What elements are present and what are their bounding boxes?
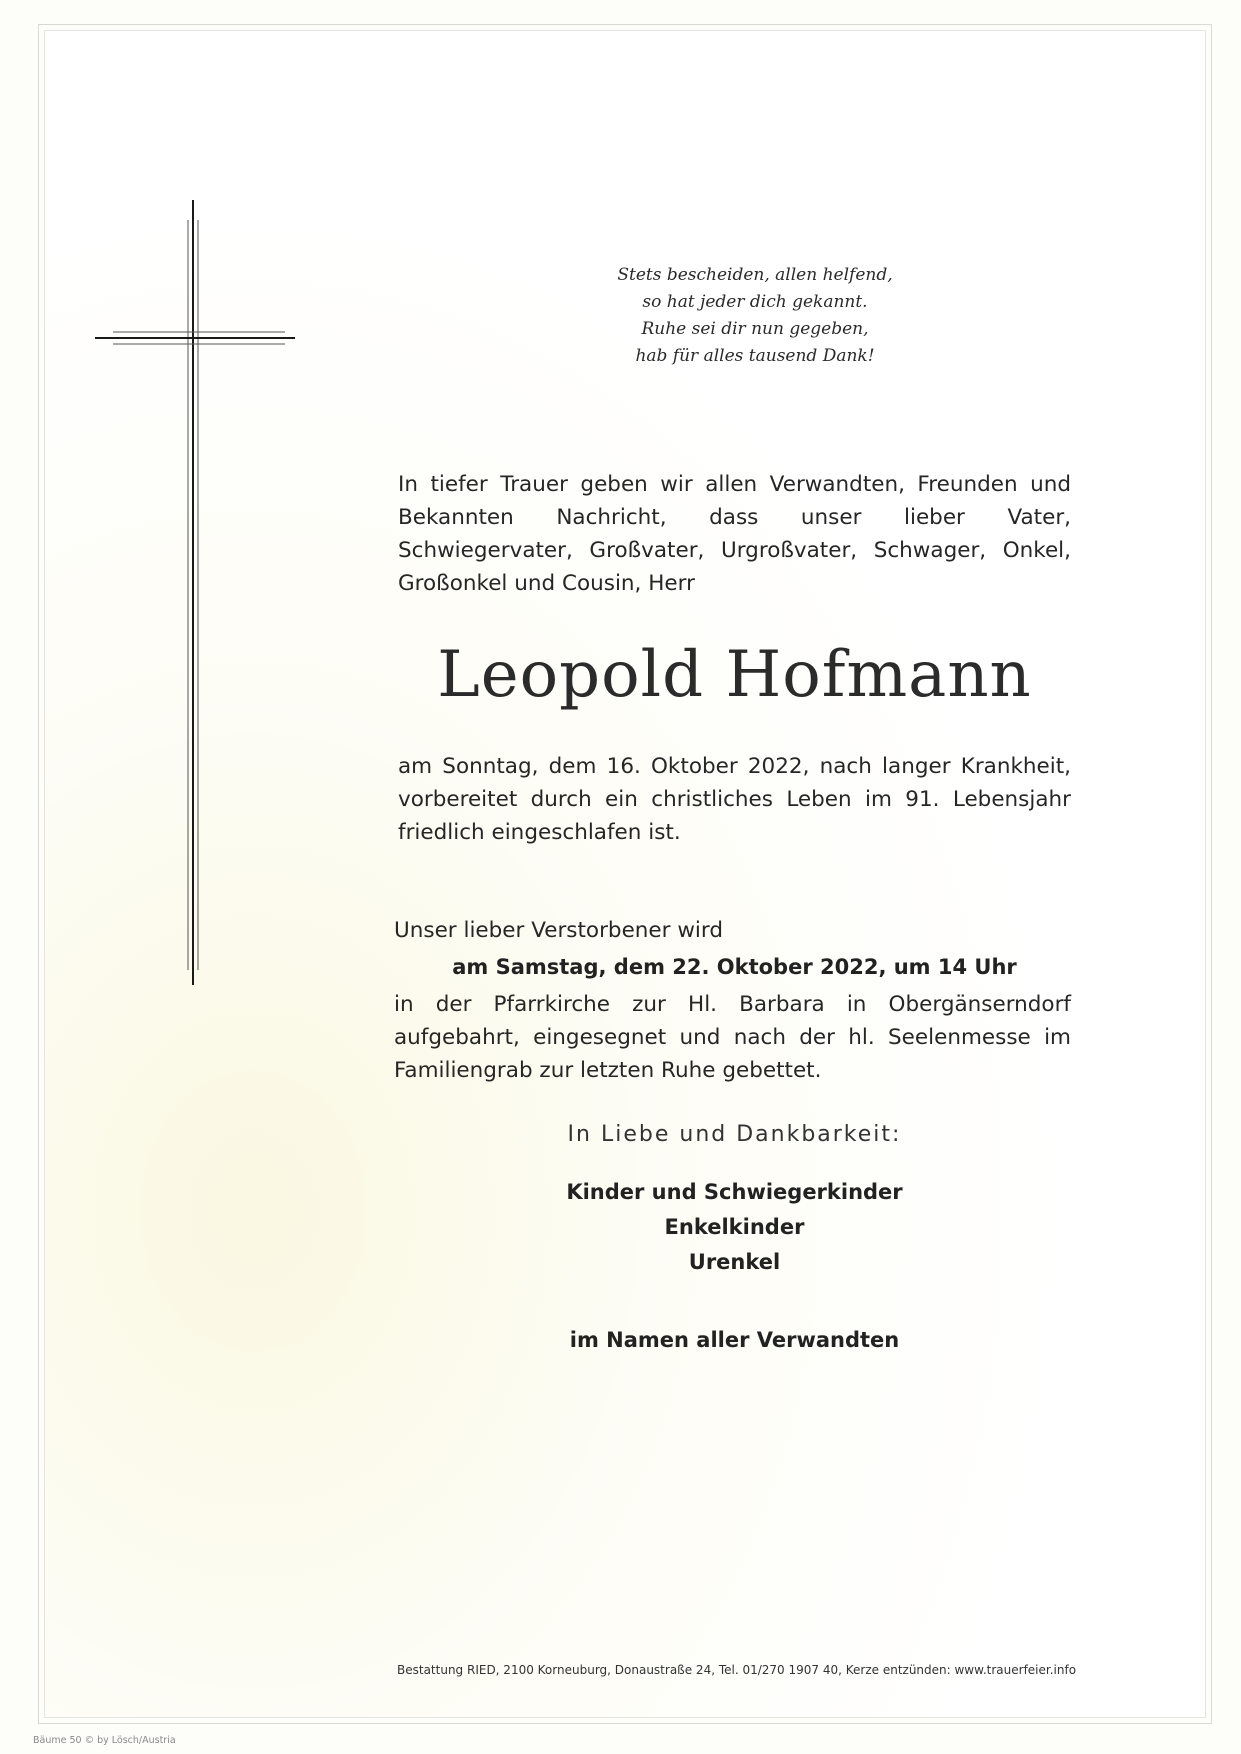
funeral-intro: Unser lieber Verstorbener wird: [394, 918, 723, 943]
announcement-text: In tiefer Trauer geben wir allen Verwandten, Freunden und Bekannten Nachricht, dass unser lieber Vater, Schwiegervater, Großvater, Urgroßvater, Schwager, Onkel, Großonkel und Cousin, Herr: [398, 472, 1071, 596]
poem-line: hab für alles tausend Dank!: [635, 346, 875, 366]
on-behalf-line: im Namen aller Verwandten: [569, 1328, 900, 1352]
signer: Enkelkinder: [664, 1215, 805, 1239]
signer: Urenkel: [688, 1250, 781, 1274]
poem: [560, 262, 950, 370]
funeral-details: in der Pfarrkirche zur Hl. Barbara in Obergänserndorf aufgebahrt, eingesegnet und nach der hl. Seelenmesse im Familiengrab zur letzten Ruhe gebettet.: [394, 992, 1071, 1083]
poem-line: Stets bescheiden, allen helfend,: [617, 265, 893, 285]
copyright-note: Bäume 50 © by Lösch/Austria: [33, 1735, 176, 1746]
funeral-date: am Samstag, dem 22. Oktober 2022, um 14 Uhr: [452, 955, 1017, 979]
death-notice-text: am Sonntag, dem 16. Oktober 2022, nach langer Krankheit, vorbereitet durch ein christliches Leben im 91. Lebensjahr friedlich eingeschlafen ist.: [398, 754, 1071, 845]
closing-line: In Liebe und Dankbarkeit:: [567, 1122, 902, 1147]
poem-line: Ruhe sei dir nun gegeben,: [641, 319, 869, 339]
deceased-name: Leopold Hofmann: [437, 638, 1032, 712]
poem-line: so hat jeder dich gekannt.: [642, 292, 868, 312]
cross-icon: [95, 200, 305, 985]
footer-funeral-home: Bestattung RIED, 2100 Korneuburg, Donaustraße 24, Tel. 01/270 1907 40, Kerze entzünden: www.trauerfeier.info: [397, 1663, 1077, 1677]
signers-list: [398, 1175, 1071, 1280]
signer: Kinder und Schwiegerkinder: [566, 1180, 903, 1204]
